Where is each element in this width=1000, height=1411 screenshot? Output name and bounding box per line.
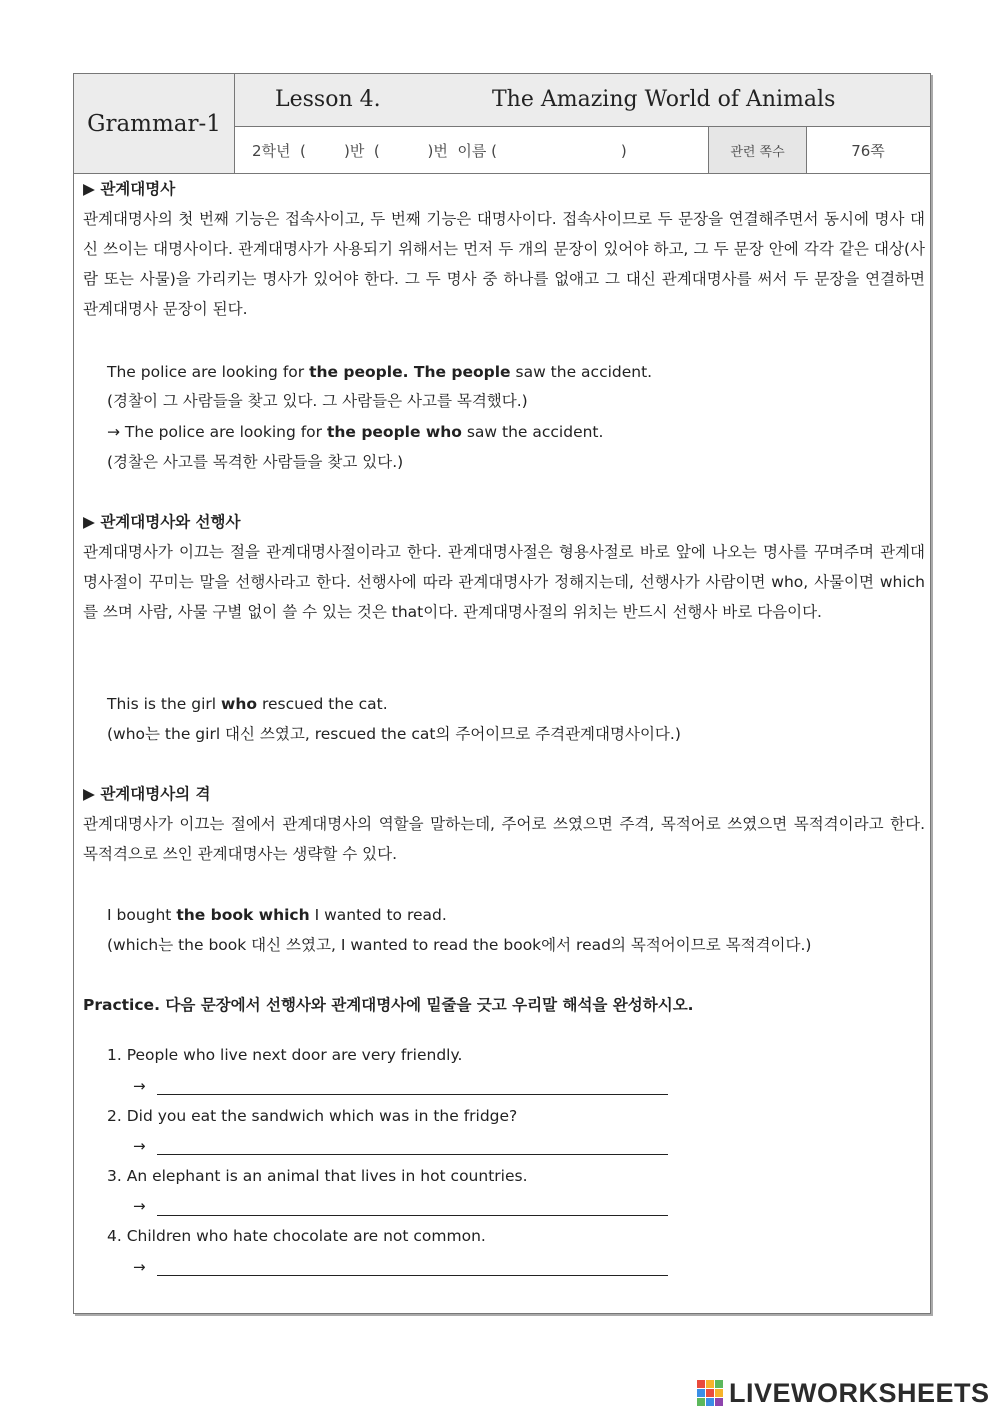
practice-item: 1. People who live next door are very friendly.: [107, 1046, 463, 1064]
example-translation: (경찰이 그 사람들을 찾고 있다. 그 사람들은 사고를 목격했다.): [107, 392, 528, 410]
example-text: I bought: [107, 906, 177, 924]
example-translation: (경찰은 사고를 목격한 사람들을 찾고 있다.): [107, 453, 404, 471]
example-text: This is the girl: [107, 695, 222, 713]
example-text: saw the accident.: [510, 363, 653, 381]
example-note: (which는 the book 대신 쓰였고, I wanted to read the book에서 read의 목적어이므로 목적격이다.): [107, 936, 812, 954]
section-body: 관계대명사가 이끄는 절을 관계대명사절이라고 한다. 관계대명사절은 형용사절로 바로 앞에 나오는 명사를 꾸며주며 관계대명사절이 꾸미는 말을 선행사라고 한다. 선행사에 따라 관계대명사가 정해지는데, 선행사가 사람이면 who, 사물이면 which를 쓰며 사람, 사물 구별 없이 쓸 수 있는 것은 that이다. 관계대명사절의 위치는 반드시 선행사 바로 다음이다.: [83, 543, 925, 621]
example-sentence: [107, 689, 388, 719]
student-info-row: [235, 127, 930, 173]
lesson-title-row: [235, 74, 930, 127]
section-heading: ▶ 관계대명사: [83, 180, 176, 198]
example-bold: the people who: [326, 423, 462, 441]
answer-line[interactable]: [157, 1094, 668, 1095]
header-table: [74, 74, 930, 174]
answer-line[interactable]: [157, 1215, 668, 1216]
example-text: saw the accident.: [461, 423, 604, 441]
example-text: rescued the cat.: [257, 695, 388, 713]
section-heading: ▶ 관계대명사의 격: [83, 785, 211, 803]
grammar-label: Grammar-1: [74, 74, 235, 173]
page-value: 76쪽: [851, 141, 885, 160]
practice-item: 2. Did you eat the sandwich which was in the fridge?: [107, 1107, 518, 1125]
answer-arrow: →: [133, 1077, 146, 1095]
lesson-title: The Amazing World of Animals: [492, 87, 836, 112]
page-label: 관련 쪽수: [708, 127, 807, 173]
practice-title: Practice. 다음 문장에서 선행사와 관계대명사에 밑줄을 긋고 우리말 해석을 완성하시오.: [83, 996, 694, 1014]
answer-arrow: →: [133, 1197, 146, 1215]
example-sentence: [107, 417, 603, 447]
section-body: 관계대명사의 첫 번째 기능은 접속사이고, 두 번째 기능은 대명사이다. 접속사이므로 두 문장을 연결해주면서 동시에 명사 대신 쓰이는 대명사이다. 관계대명사가 사용되기 위해서는 먼저 두 개의 문장이 있어야 하고, 그 두 문장 안에 각각 같은 대상(사람 또는 사물)을 가리키는 명사가 있어야 한다. 그 두 명사 중 하나를 없애고 그 대신 관계대명사를 써서 두 문장을 연결하면 관계대명사 문장이 된다.: [83, 210, 925, 318]
liveworksheets-grid-icon: [697, 1380, 723, 1406]
lesson-number: Lesson 4.: [275, 87, 381, 112]
example-text: The police are looking for: [107, 363, 310, 381]
section-heading: ▶ 관계대명사와 선행사: [83, 513, 241, 531]
answer-arrow: →: [133, 1137, 146, 1155]
example-text: → The police are looking for: [107, 423, 327, 441]
answer-arrow: →: [133, 1258, 146, 1276]
student-name-line: 2학년 ( )반 ( )번 이름 ( ): [252, 142, 627, 160]
example-note: (who는 the girl 대신 쓰였고, rescued the cat의 주어이므로 주격관계대명사이다.): [107, 725, 681, 743]
example-bold: the book which: [176, 906, 310, 924]
example-bold: the people. The people: [309, 363, 511, 381]
example-sentence: [107, 900, 447, 930]
example-sentence: [107, 357, 652, 387]
example-text: I wanted to read.: [309, 906, 447, 924]
logo-text: LIVEWORKSHEETS: [729, 1377, 990, 1408]
liveworksheets-logo[interactable]: [697, 1378, 990, 1408]
example-bold: who: [221, 695, 258, 713]
practice-item: 4. Children who hate chocolate are not common.: [107, 1227, 486, 1245]
section-body: 관계대명사가 이끄는 절에서 관계대명사의 역할을 말하는데, 주어로 쓰였으면 주격, 목적어로 쓰였으면 목적격이라고 한다. 목적격으로 쓰인 관계대명사는 생략할 수 있다.: [83, 815, 925, 863]
answer-line[interactable]: [157, 1275, 668, 1276]
answer-line[interactable]: [157, 1154, 668, 1155]
practice-item: 3. An elephant is an animal that lives in hot countries.: [107, 1167, 528, 1185]
